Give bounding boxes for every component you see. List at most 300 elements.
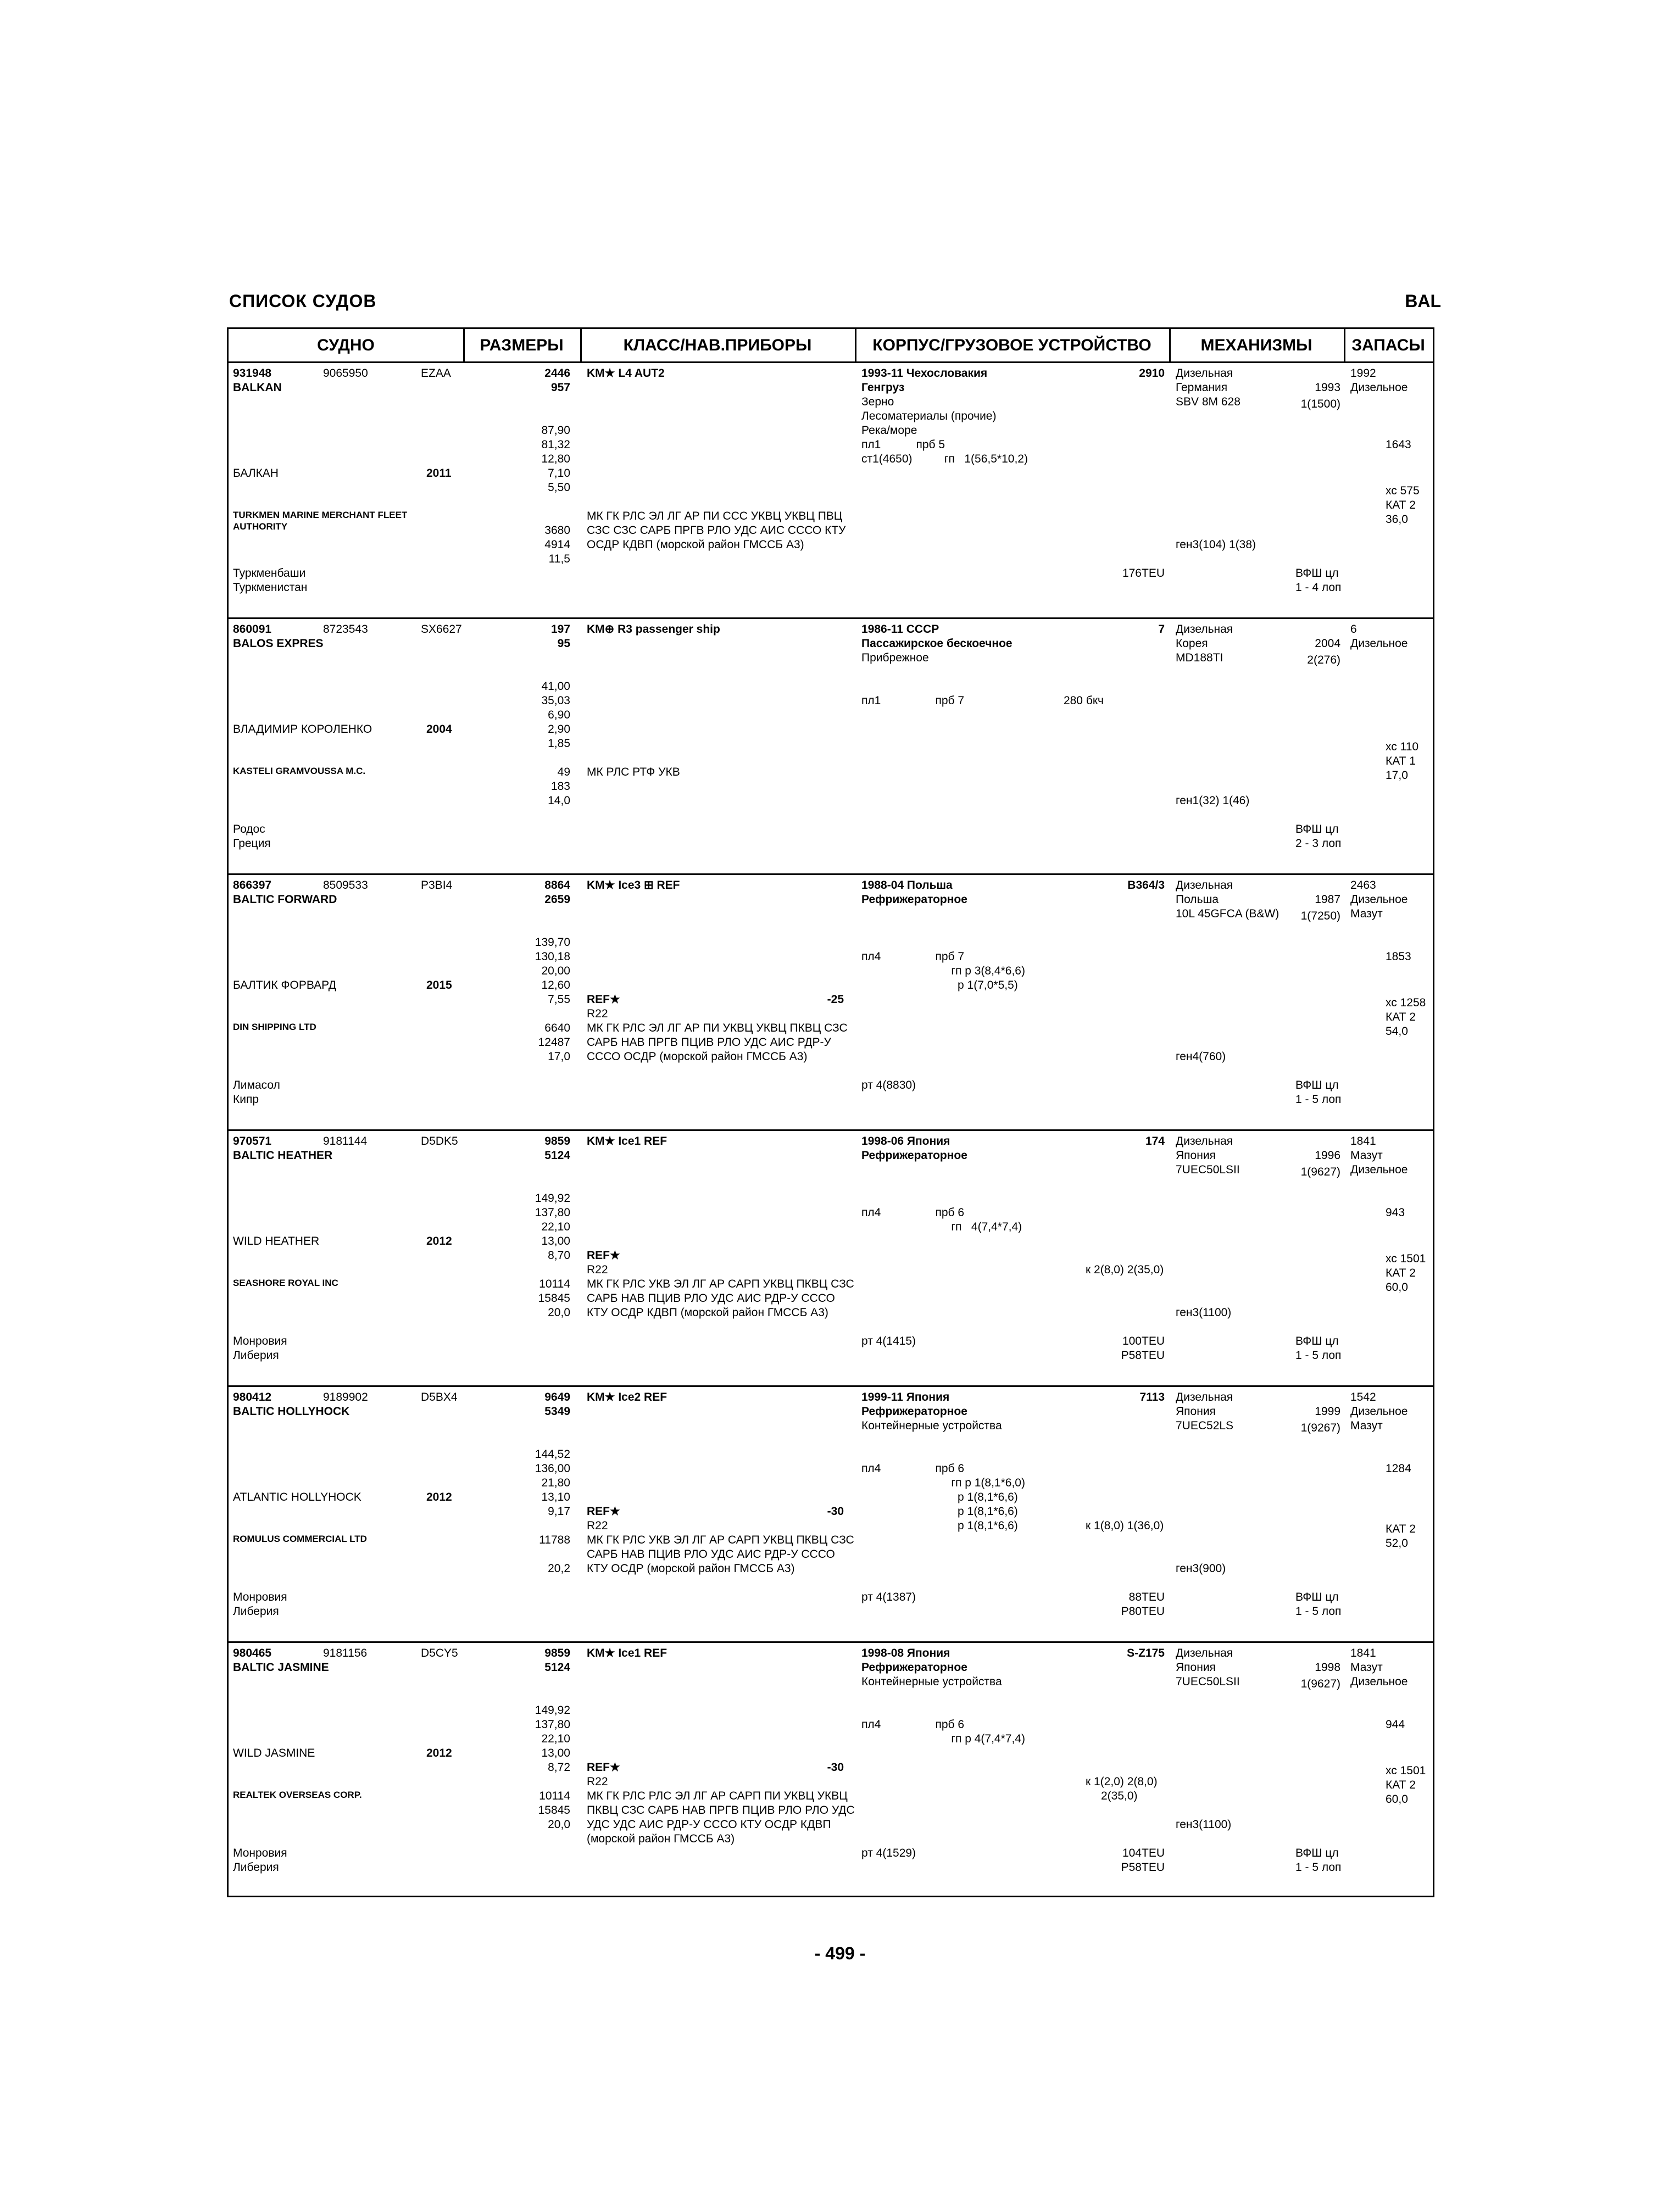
supply-number: 943 bbox=[1386, 1206, 1405, 1219]
supply-xc: хс 1501 bbox=[1386, 1252, 1426, 1265]
hull-number: 7113 bbox=[1139, 1391, 1165, 1403]
engine-power: 1(9627) bbox=[1300, 1166, 1340, 1178]
engine-country: Япония bbox=[1176, 1149, 1216, 1162]
home-port: Лимасол bbox=[233, 1079, 280, 1091]
dimension-value: 3680 bbox=[544, 524, 570, 537]
engine-year: 1999 bbox=[1315, 1405, 1340, 1418]
propeller-type: ВФШ цл bbox=[1295, 1591, 1339, 1603]
flag-country: Либерия bbox=[233, 1861, 279, 1874]
engine-country: Корея bbox=[1176, 637, 1208, 650]
nav-equipment-line: САРБ НАВ ПРГВ ПЦИВ РЛО УДС АИС РДР-У bbox=[587, 1036, 831, 1049]
engine-model: 10L 45GFCA (B&W) bbox=[1176, 907, 1280, 920]
owner-name: TURKMEN MARINE MERCHANT FLEET AUTHORITY bbox=[233, 510, 408, 532]
dimension-value: 11,5 bbox=[548, 553, 570, 565]
nav-equipment-line: КТУ ОСДР КДВП (морской район ГМССБ А3) bbox=[587, 1306, 828, 1319]
hull-type: Рефрижераторное bbox=[861, 1661, 967, 1674]
class-notation: KM★ L4 AUT2 bbox=[587, 367, 665, 380]
refrigeration-info: рт 4(1387) bbox=[861, 1591, 916, 1603]
generator-info: ген4(760) bbox=[1176, 1050, 1226, 1063]
engine-country: Япония bbox=[1176, 1405, 1216, 1418]
rename-year: 2004 bbox=[426, 723, 452, 736]
dimension-value: 15845 bbox=[538, 1804, 570, 1817]
build-date-country: 1998-06 Япония bbox=[861, 1135, 950, 1147]
call-sign: D5CY5 bbox=[421, 1647, 458, 1659]
ref-class: REF★ bbox=[587, 993, 620, 1006]
dimension-value: 35,03 bbox=[541, 694, 570, 707]
container-capacity: 104TEU bbox=[1122, 1847, 1165, 1859]
dimension-value: 9,17 bbox=[548, 1505, 570, 1518]
hold-info: р 1(8,1*6,6) bbox=[861, 1505, 1018, 1518]
refrigeration-info: рт 4(8830) bbox=[861, 1079, 916, 1091]
dimension-value: 4914 bbox=[544, 538, 570, 551]
supply-category: КАТ 1 bbox=[1386, 755, 1416, 767]
page-title: СПИСОК СУДОВ bbox=[229, 291, 377, 311]
gross-tonnage: 8864 bbox=[544, 879, 570, 892]
former-name: ATLANTIC HOLLYHOCK bbox=[233, 1491, 361, 1503]
build-date-country: 1988-04 Польша bbox=[861, 879, 953, 892]
dimension-value: 130,18 bbox=[535, 950, 570, 963]
net-tonnage: 957 bbox=[550, 381, 570, 394]
ref-temperature: -30 bbox=[827, 1761, 844, 1774]
ref-class: REF★ bbox=[587, 1761, 620, 1774]
fuel-type: Мазут bbox=[1350, 1419, 1383, 1432]
ship-name: BALTIC FORWARD bbox=[233, 893, 337, 906]
hold-info: пл1 прб 7 280 бкч bbox=[861, 694, 1104, 707]
dimension-value: 8,72 bbox=[548, 1761, 570, 1774]
engine-power: 1(9267) bbox=[1300, 1422, 1340, 1434]
dimension-value: 81,32 bbox=[541, 438, 570, 451]
nav-equipment-line: МК ГК РЛС ЭЛ ЛГ АР ПИ ССС УКВЦ УКВЦ ПВЦ bbox=[587, 510, 843, 522]
hold-info: пл4 прб 6 bbox=[861, 1718, 965, 1731]
hold-info: р 1(8,1*6,6) bbox=[861, 1491, 1018, 1503]
nav-equipment-line: СЗС СЗС САРБ ПРГВ РЛО УДС АИС СССО КТУ bbox=[587, 524, 846, 537]
dimension-value: 7,10 bbox=[548, 467, 570, 480]
nav-equipment-line: САРБ НАВ ПЦИВ РЛО УДС АИС РДР-У СССО bbox=[587, 1548, 835, 1561]
hull-number: 174 bbox=[1145, 1135, 1165, 1147]
call-sign: D5DK5 bbox=[421, 1135, 458, 1147]
supply-year: 2463 bbox=[1350, 879, 1376, 892]
hull-type: Рефрижераторное bbox=[861, 1405, 967, 1418]
engine-type: Дизельная bbox=[1176, 879, 1233, 892]
propeller-blades: 1 - 5 лоп bbox=[1295, 1605, 1342, 1618]
cargo-gear: к 1(2,0) 2(8,0) bbox=[1086, 1775, 1158, 1788]
supply-value: 60,0 bbox=[1386, 1793, 1408, 1806]
supply-value: 54,0 bbox=[1386, 1025, 1408, 1038]
supply-number: 1853 bbox=[1386, 950, 1411, 963]
home-port: Туркменбаши bbox=[233, 567, 306, 580]
cargo-type: Лесоматериалы (прочие) bbox=[861, 410, 997, 422]
build-date-country: 1998-08 Япония bbox=[861, 1647, 950, 1659]
hold-info: пл4 прб 7 bbox=[861, 950, 965, 963]
hull-number: S-Z175 bbox=[1127, 1647, 1165, 1659]
cargo-gear: к 1(8,0) 1(36,0) bbox=[1086, 1519, 1164, 1532]
fuel-type: Дизельное bbox=[1350, 381, 1408, 394]
flag-country: Греция bbox=[233, 837, 271, 850]
cargo-gear: к 2(8,0) 2(35,0) bbox=[1086, 1263, 1164, 1276]
flag-country: Либерия bbox=[233, 1605, 279, 1618]
dimension-value: 149,92 bbox=[535, 1192, 570, 1205]
rename-year: 2015 bbox=[426, 979, 452, 991]
dimension-value: 136,00 bbox=[535, 1462, 570, 1475]
container-capacity-p: P58TEU bbox=[1121, 1349, 1165, 1362]
dimension-value: 13,00 bbox=[541, 1235, 570, 1247]
engine-model: 7UEC50LSII bbox=[1176, 1163, 1240, 1176]
engine-model: MD188TI bbox=[1176, 651, 1223, 664]
nav-equipment-line: R22 bbox=[587, 1007, 608, 1020]
nav-equipment-line: МК РЛС РТФ УКВ bbox=[587, 766, 680, 778]
owner-name: DIN SHIPPING LTD bbox=[233, 1022, 316, 1032]
supply-xc: хс 110 bbox=[1386, 740, 1419, 753]
engine-type: Дизельная bbox=[1176, 1135, 1233, 1147]
page-code: BAL bbox=[1405, 291, 1441, 311]
supply-category: КАТ 2 bbox=[1386, 1011, 1416, 1023]
refrigeration-info: рт 4(1415) bbox=[861, 1335, 916, 1347]
cargo-type: Контейнерные устройства bbox=[861, 1419, 1002, 1432]
registry-number: 980412 bbox=[233, 1391, 272, 1403]
supply-value: 52,0 bbox=[1386, 1537, 1408, 1550]
supply-year: 6 bbox=[1350, 623, 1357, 636]
hold-info: р 1(7,0*5,5) bbox=[861, 979, 1018, 991]
engine-type: Дизельная bbox=[1176, 1647, 1233, 1659]
nav-equipment-line: ПКВЦ СЗС САРБ НАВ ПРГВ ПЦИВ РЛО РЛО УДС bbox=[587, 1804, 855, 1817]
nav-equipment-line: МК ГК РЛС ЭЛ ЛГ АР ПИ УКВЦ УКВЦ ПКВЦ СЗС bbox=[587, 1022, 848, 1034]
engine-country: Германия bbox=[1176, 381, 1228, 394]
dimension-value: 7,55 bbox=[548, 993, 570, 1006]
ship-table bbox=[227, 327, 1434, 1897]
ship-name: BALKAN bbox=[233, 381, 282, 394]
generator-info: ген3(1100) bbox=[1176, 1818, 1232, 1831]
generator-info: ген3(1100) bbox=[1176, 1306, 1232, 1319]
dimension-value: 6640 bbox=[544, 1022, 570, 1034]
cargo-type: Контейнерные устройства bbox=[861, 1675, 1002, 1688]
fuel-type: Дизельное bbox=[1350, 1163, 1408, 1176]
gross-tonnage: 9859 bbox=[544, 1647, 570, 1659]
fuel-type: Дизельное bbox=[1350, 893, 1408, 906]
fuel-type: Мазут bbox=[1350, 1661, 1383, 1674]
generator-info: ген3(104) 1(38) bbox=[1176, 538, 1256, 551]
rename-year: 2012 bbox=[426, 1235, 452, 1247]
imo-number: 9065950 bbox=[323, 367, 368, 380]
net-tonnage: 5349 bbox=[544, 1405, 570, 1418]
ship-name: BALTIC HOLLYHOCK bbox=[233, 1405, 350, 1418]
supply-value: 60,0 bbox=[1386, 1281, 1408, 1294]
col-header-ship: СУДНО bbox=[317, 336, 375, 354]
propeller-type: ВФШ цл bbox=[1295, 1847, 1339, 1859]
engine-model: 7UEC52LS bbox=[1176, 1419, 1234, 1432]
col-header-machinery: МЕХАНИЗМЫ bbox=[1200, 336, 1312, 354]
nav-equipment-line: R22 bbox=[587, 1775, 608, 1788]
flag-country: Либерия bbox=[233, 1349, 279, 1362]
owner-name: SEASHORE ROYAL INC bbox=[233, 1278, 338, 1288]
imo-number: 9181144 bbox=[323, 1135, 368, 1147]
ship-name: BALOS EXPRES bbox=[233, 637, 324, 650]
propeller-type: ВФШ цл bbox=[1295, 567, 1339, 580]
rename-year: 2012 bbox=[426, 1491, 452, 1503]
ref-temperature: -25 bbox=[827, 993, 844, 1006]
supply-year: 1841 bbox=[1350, 1647, 1376, 1659]
call-sign: P3BI4 bbox=[421, 879, 453, 892]
dimension-value: 20,0 bbox=[548, 1818, 570, 1831]
generator-info: ген3(900) bbox=[1176, 1562, 1226, 1575]
cargo-gear-extra: 2(35,0) bbox=[1101, 1790, 1138, 1802]
hold-info: гп 4(7,4*7,4) bbox=[861, 1221, 1022, 1233]
col-header-dimensions: РАЗМЕРЫ bbox=[480, 336, 564, 354]
supply-year: 1992 bbox=[1350, 367, 1376, 380]
dimension-value: 20,2 bbox=[548, 1562, 570, 1575]
nav-equipment-line: R22 bbox=[587, 1263, 608, 1276]
engine-type: Дизельная bbox=[1176, 623, 1233, 636]
dimension-value: 13,00 bbox=[541, 1747, 570, 1759]
nav-equipment-line: (морской район ГМССБ А3) bbox=[587, 1832, 735, 1845]
dimension-value: 22,10 bbox=[541, 1733, 570, 1745]
nav-equipment-line: R22 bbox=[587, 1519, 608, 1532]
dimension-value: 6,90 bbox=[548, 709, 570, 721]
ship-record bbox=[229, 1643, 1433, 1899]
dimension-value: 10114 bbox=[539, 1790, 570, 1802]
supply-category: КАТ 2 bbox=[1386, 1267, 1416, 1279]
dimension-value: 149,92 bbox=[535, 1704, 570, 1717]
imo-number: 9181156 bbox=[323, 1647, 368, 1659]
class-notation: KM⊕ R3 passenger ship bbox=[587, 623, 720, 636]
former-name: WILD JASMINE bbox=[233, 1747, 315, 1759]
net-tonnage: 2659 bbox=[544, 893, 570, 906]
net-tonnage: 95 bbox=[557, 637, 570, 650]
nav-equipment-line: МК ГК РЛС РЛС ЭЛ ЛГ АР САРП ПИ УКВЦ УКВЦ bbox=[587, 1790, 848, 1802]
home-port: Родос bbox=[233, 823, 265, 835]
nav-equipment-line: УДС УДС АИС РДР-У СССО КТУ ОСДР КДВП bbox=[587, 1818, 831, 1831]
registry-number: 980465 bbox=[233, 1647, 272, 1659]
gross-tonnage: 197 bbox=[550, 623, 570, 636]
col-header-hull: КОРПУС/ГРУЗОВОЕ УСТРОЙСТВО bbox=[872, 336, 1151, 354]
ship-name: BALTIC HEATHER bbox=[233, 1149, 333, 1162]
propeller-blades: 1 - 5 лоп bbox=[1295, 1349, 1342, 1362]
propeller-blades: 2 - 3 лоп bbox=[1295, 837, 1342, 850]
hold-info: пл1 прб 5 bbox=[861, 438, 945, 451]
dimension-value: 8,70 bbox=[548, 1249, 570, 1262]
build-date-country: 1986-11 СССР bbox=[861, 623, 939, 636]
supply-year: 1841 bbox=[1350, 1135, 1376, 1147]
dimension-value: 2,90 bbox=[548, 723, 570, 736]
engine-year: 1987 bbox=[1315, 893, 1340, 906]
registry-number: 860091 bbox=[233, 623, 272, 636]
gross-tonnage: 9859 bbox=[544, 1135, 570, 1147]
dimension-value: 5,50 bbox=[548, 481, 570, 494]
engine-year: 1993 bbox=[1315, 381, 1340, 394]
gross-tonnage: 9649 bbox=[544, 1391, 570, 1403]
imo-number: 8723543 bbox=[323, 623, 368, 636]
owner-name: KASTELI GRAMVOUSSA M.C. bbox=[233, 766, 366, 776]
nav-equipment-line: КТУ ОСДР (морской район ГМССБ А3) bbox=[587, 1562, 795, 1575]
hold-info: ст1(4650) гп 1(56,5*10,2) bbox=[861, 453, 1028, 465]
engine-power: 1(9627) bbox=[1300, 1678, 1340, 1690]
nav-equipment-line: ОСДР КДВП (морской район ГМССБ А3) bbox=[587, 538, 804, 551]
propeller-type: ВФШ цл bbox=[1295, 1079, 1339, 1091]
ref-class: REF★ bbox=[587, 1505, 620, 1518]
engine-power: 1(1500) bbox=[1300, 398, 1340, 410]
supply-xc: хс 575 bbox=[1386, 484, 1420, 497]
ship-record bbox=[229, 363, 1433, 619]
build-date-country: 1999-11 Япония bbox=[861, 1391, 950, 1403]
engine-year: 1998 bbox=[1315, 1661, 1340, 1674]
former-name: БАЛКАН bbox=[233, 467, 279, 480]
col-header-class: КЛАСС/НАВ.ПРИБОРЫ bbox=[623, 336, 812, 354]
hold-info: гп р 1(8,1*6,0) bbox=[861, 1477, 1025, 1489]
supply-number: 944 bbox=[1386, 1718, 1405, 1731]
engine-model: SBV 8M 628 bbox=[1176, 395, 1240, 408]
engine-power: 2(276) bbox=[1307, 654, 1340, 666]
registry-number: 931948 bbox=[233, 367, 272, 380]
propeller-blades: 1 - 5 лоп bbox=[1295, 1861, 1342, 1874]
net-tonnage: 5124 bbox=[544, 1661, 570, 1674]
dimension-value: 11788 bbox=[539, 1534, 570, 1546]
rename-year: 2011 bbox=[426, 467, 452, 480]
home-port: Монровия bbox=[233, 1591, 287, 1603]
class-notation: KM★ Ice1 REF bbox=[587, 1647, 667, 1659]
dimension-value: 1,85 bbox=[548, 737, 570, 750]
supply-number: 1643 bbox=[1386, 438, 1411, 451]
cargo-type: Прибрежное bbox=[861, 651, 929, 664]
dimension-value: 183 bbox=[550, 780, 570, 793]
hold-info: гп р 4(7,4*7,4) bbox=[861, 1733, 1025, 1745]
dimension-value: 17,0 bbox=[548, 1050, 570, 1063]
nav-equipment-line: МК ГК РЛС УКВ ЭЛ ЛГ АР САРП УКВЦ ПКВЦ СЗС bbox=[587, 1534, 854, 1546]
page-number: - 499 - bbox=[814, 1943, 866, 1963]
hull-number: 7 bbox=[1158, 623, 1165, 636]
dimension-value: 12,60 bbox=[541, 979, 570, 991]
generator-info: ген1(32) 1(46) bbox=[1176, 794, 1250, 807]
hull-number: B364/3 bbox=[1127, 879, 1165, 892]
propeller-type: ВФШ цл bbox=[1295, 1335, 1339, 1347]
class-notation: KM★ Ice2 REF bbox=[587, 1391, 667, 1403]
supply-category: КАТ 2 bbox=[1386, 1523, 1416, 1535]
build-date-country: 1993-11 Чехословакия bbox=[861, 367, 988, 380]
dimension-value: 87,90 bbox=[541, 424, 570, 437]
cargo-type: Зерно bbox=[861, 395, 894, 408]
container-capacity: 88TEU bbox=[1128, 1591, 1165, 1603]
dimension-value: 20,0 bbox=[548, 1306, 570, 1319]
gross-tonnage: 2446 bbox=[544, 367, 570, 380]
cargo-type: Река/море bbox=[861, 424, 917, 437]
net-tonnage: 5124 bbox=[544, 1149, 570, 1162]
flag-country: Кипр bbox=[233, 1093, 259, 1106]
dimension-value: 10114 bbox=[539, 1278, 570, 1290]
propeller-type: ВФШ цл bbox=[1295, 823, 1339, 835]
hold-info: пл4 прб 6 bbox=[861, 1206, 965, 1219]
dimension-value: 22,10 bbox=[541, 1221, 570, 1233]
ship-record bbox=[229, 1387, 1433, 1643]
registry-number: 866397 bbox=[233, 879, 272, 892]
container-capacity-p: P58TEU bbox=[1121, 1861, 1165, 1874]
dimension-value: 12,80 bbox=[541, 453, 570, 465]
engine-country: Польша bbox=[1176, 893, 1219, 906]
fuel-type: Дизельное bbox=[1350, 1405, 1408, 1418]
nav-equipment-line: САРБ НАВ ПЦИВ РЛО УДС АИС РДР-У СССО bbox=[587, 1292, 835, 1305]
supply-xc: хс 1258 bbox=[1386, 996, 1426, 1009]
former-name: ВЛАДИМИР КОРОЛЕНКО bbox=[233, 723, 372, 736]
fuel-type: Дизельное bbox=[1350, 1675, 1408, 1688]
class-notation: KM★ Ice3 ⊞ REF bbox=[587, 879, 680, 892]
flag-country: Туркменистан bbox=[233, 581, 308, 594]
dimension-value: 144,52 bbox=[535, 1448, 570, 1461]
propeller-blades: 1 - 5 лоп bbox=[1295, 1093, 1342, 1106]
owner-name: REALTEK OVERSEAS CORP. bbox=[233, 1790, 362, 1800]
col-header-supplies: ЗАПАСЫ bbox=[1351, 336, 1425, 354]
ref-class: REF★ bbox=[587, 1249, 620, 1262]
imo-number: 8509533 bbox=[323, 879, 368, 892]
engine-type: Дизельная bbox=[1176, 367, 1233, 380]
container-capacity: 100TEU bbox=[1122, 1335, 1165, 1347]
fuel-type: Мазут bbox=[1350, 1149, 1383, 1162]
former-name: WILD HEATHER bbox=[233, 1235, 320, 1247]
supply-xc: хс 1501 bbox=[1386, 1764, 1426, 1777]
container-capacity-p: P80TEU bbox=[1121, 1605, 1165, 1618]
nav-equipment-line: МК ГК РЛС УКВ ЭЛ ЛГ АР САРП УКВЦ ПКВЦ СЗС bbox=[587, 1278, 854, 1290]
rename-year: 2012 bbox=[426, 1747, 452, 1759]
supply-value: 36,0 bbox=[1386, 513, 1408, 526]
home-port: Монровия bbox=[233, 1847, 287, 1859]
call-sign: EZAA bbox=[421, 367, 451, 380]
hold-info: гп р 3(8,4*6,6) bbox=[861, 965, 1025, 977]
supply-value: 17,0 bbox=[1386, 769, 1408, 782]
class-notation: KM★ Ice1 REF bbox=[587, 1135, 667, 1147]
home-port: Монровия bbox=[233, 1335, 287, 1347]
hold-info: р 1(8,1*6,6) bbox=[861, 1519, 1018, 1532]
dimension-value: 15845 bbox=[538, 1292, 570, 1305]
dimension-value: 49 bbox=[557, 766, 570, 778]
supply-category: КАТ 2 bbox=[1386, 1779, 1416, 1791]
supply-category: КАТ 2 bbox=[1386, 499, 1416, 511]
ship-record bbox=[229, 1131, 1433, 1387]
owner-name: ROMULUS COMMERCIAL LTD bbox=[233, 1534, 367, 1544]
imo-number: 9189902 bbox=[323, 1391, 368, 1403]
nav-equipment-line: СССО ОСДР (морской район ГМССБ А3) bbox=[587, 1050, 808, 1063]
hull-type: Генгруз bbox=[861, 381, 905, 394]
engine-type: Дизельная bbox=[1176, 1391, 1233, 1403]
former-name: БАЛТИК ФОРВАРД bbox=[233, 979, 337, 991]
call-sign: SX6627 bbox=[421, 623, 462, 636]
dimension-value: 21,80 bbox=[541, 1477, 570, 1489]
hull-type: Рефрижераторное bbox=[861, 1149, 967, 1162]
dimension-value: 13,10 bbox=[541, 1491, 570, 1503]
dimension-value: 137,80 bbox=[535, 1718, 570, 1731]
dimension-value: 139,70 bbox=[535, 936, 570, 949]
supply-year: 1542 bbox=[1350, 1391, 1376, 1403]
call-sign: D5BX4 bbox=[421, 1391, 458, 1403]
dimension-value: 12487 bbox=[538, 1036, 570, 1049]
registry-number: 970571 bbox=[233, 1135, 272, 1147]
hold-info: пл4 прб 6 bbox=[861, 1462, 965, 1475]
container-capacity: 176TEU bbox=[1122, 567, 1165, 580]
refrigeration-info: рт 4(1529) bbox=[861, 1847, 916, 1859]
engine-model: 7UEC50LSII bbox=[1176, 1675, 1240, 1688]
engine-year: 2004 bbox=[1315, 637, 1340, 650]
dimension-value: 41,00 bbox=[541, 680, 570, 693]
supply-number: 1284 bbox=[1386, 1462, 1411, 1475]
dimension-value: 20,00 bbox=[541, 965, 570, 977]
engine-year: 1996 bbox=[1315, 1149, 1340, 1162]
ref-temperature: -30 bbox=[827, 1505, 844, 1518]
engine-power: 1(7250) bbox=[1300, 910, 1340, 922]
dimension-value: 14,0 bbox=[548, 794, 570, 807]
table-header bbox=[229, 329, 1433, 363]
ship-record bbox=[229, 619, 1433, 875]
hull-type: Пассажирское бескоечное bbox=[861, 637, 1013, 650]
dimension-value: 137,80 bbox=[535, 1206, 570, 1219]
ship-name: BALTIC JASMINE bbox=[233, 1661, 329, 1674]
ship-record bbox=[229, 875, 1433, 1131]
fuel-type: Дизельное bbox=[1350, 637, 1408, 650]
hull-type: Рефрижераторное bbox=[861, 893, 967, 906]
